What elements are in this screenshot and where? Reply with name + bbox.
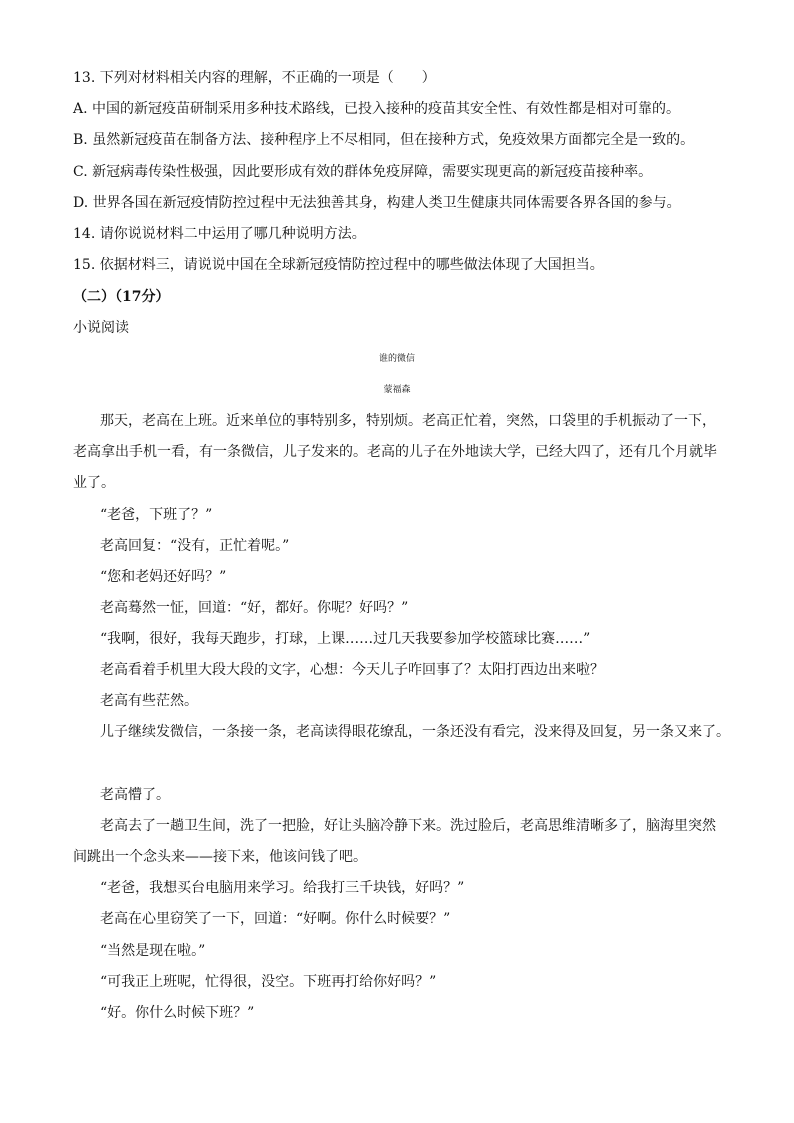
paragraph-11-line-2: 间跳出一个念头来——接下来，他该问钱了吧。	[73, 849, 367, 865]
story-author: 蒙福森	[383, 385, 411, 395]
paragraph-1-line-1: 那天，老高在上班。近来单位的事特别多，特别烦。老高正忙着，突然，口袋里的手机振动了一下，	[100, 413, 716, 429]
paragraph-5: 老高蓦然一怔，回道：“好，都好。你呢？好吗？”	[100, 600, 409, 616]
question-13: 13. 下列对材料相关内容的理解，不正确的一项是（ ）	[73, 70, 436, 86]
paragraph-11-line-1: 老高去了一趟卫生间，洗了一把脸，好让头脑冷静下来。洗过脸后，老高思维清晰多了，脑海里突然	[100, 818, 716, 834]
paragraph-1-line-2: 老高拿出手机一看，有一条微信，儿子发来的。老高的儿子在外地读大学，已经大四了，还有几个月就毕	[73, 444, 717, 460]
paragraph-12: “老爸，我想买台电脑用来学习。给我打三千块钱，好吗？”	[100, 880, 465, 896]
paragraph-13: 老高在心里窃笑了一下，回道：“好啊。你什么时候要？”	[100, 911, 451, 927]
paragraph-9: 儿子继续发微信，一条接一条，老高读得眼花缭乱，一条还没有看完，没来得及回复，另一条又来了。	[100, 724, 730, 740]
paragraph-15: “可我正上班呢，忙得很，没空。下班再打给你好吗？”	[100, 974, 437, 990]
paragraph-7: 老高看着手机里大段大段的文字，心想：今天儿子咋回事了？太阳打西边出来啦？	[100, 662, 604, 678]
paragraph-14: “当然是现在啦。”	[100, 943, 206, 959]
question-14: 14. 请你说说材料二中运用了哪几种说明方法。	[73, 226, 366, 242]
option-c: C. 新冠病毒传染性极强，因此要形成有效的群体免疫屏障，需要实现更高的新冠疫苗接种率。	[73, 164, 653, 180]
paragraph-1-line-3: 业了。	[73, 475, 115, 491]
paragraph-16: “好。你什么时候下班？”	[100, 1005, 255, 1021]
section-heading: （二）（17分）	[73, 289, 170, 305]
question-15: 15. 依据材料三，请说说中国在全球新冠疫情防控过程中的哪些做法体现了大国担当。	[73, 257, 604, 273]
paragraph-4: “您和老妈还好吗？”	[100, 569, 227, 585]
section-type: 小说阅读	[73, 320, 129, 336]
option-a: A. 中国的新冠疫苗研制采用多种技术路线，已投入接种的疫苗其安全性、有效性都是相对可靠的。	[73, 101, 681, 117]
paragraph-3: 老高回复：“没有，正忙着呢。”	[100, 538, 290, 554]
paragraph-10: 老高懵了。	[100, 787, 170, 803]
option-d: D. 世界各国在新冠疫情防控过程中无法独善其身，构建人类卫生健康共同体需要各界各国的参与。	[73, 195, 681, 211]
option-b: B. 虽然新冠疫苗在制备方法、接种程序上不尽相同，但在接种方式，免疫效果方面都完全是一致的。	[73, 132, 695, 148]
paragraph-8: 老高有些茫然。	[100, 693, 198, 709]
story-title: 谁的微信	[378, 354, 415, 364]
paragraph-6: “我啊，很好，我每天跑步，打球，上课……过几天我要参加学校篮球比赛……”	[100, 631, 591, 647]
paragraph-2: “老爸，下班了？”	[100, 507, 213, 523]
